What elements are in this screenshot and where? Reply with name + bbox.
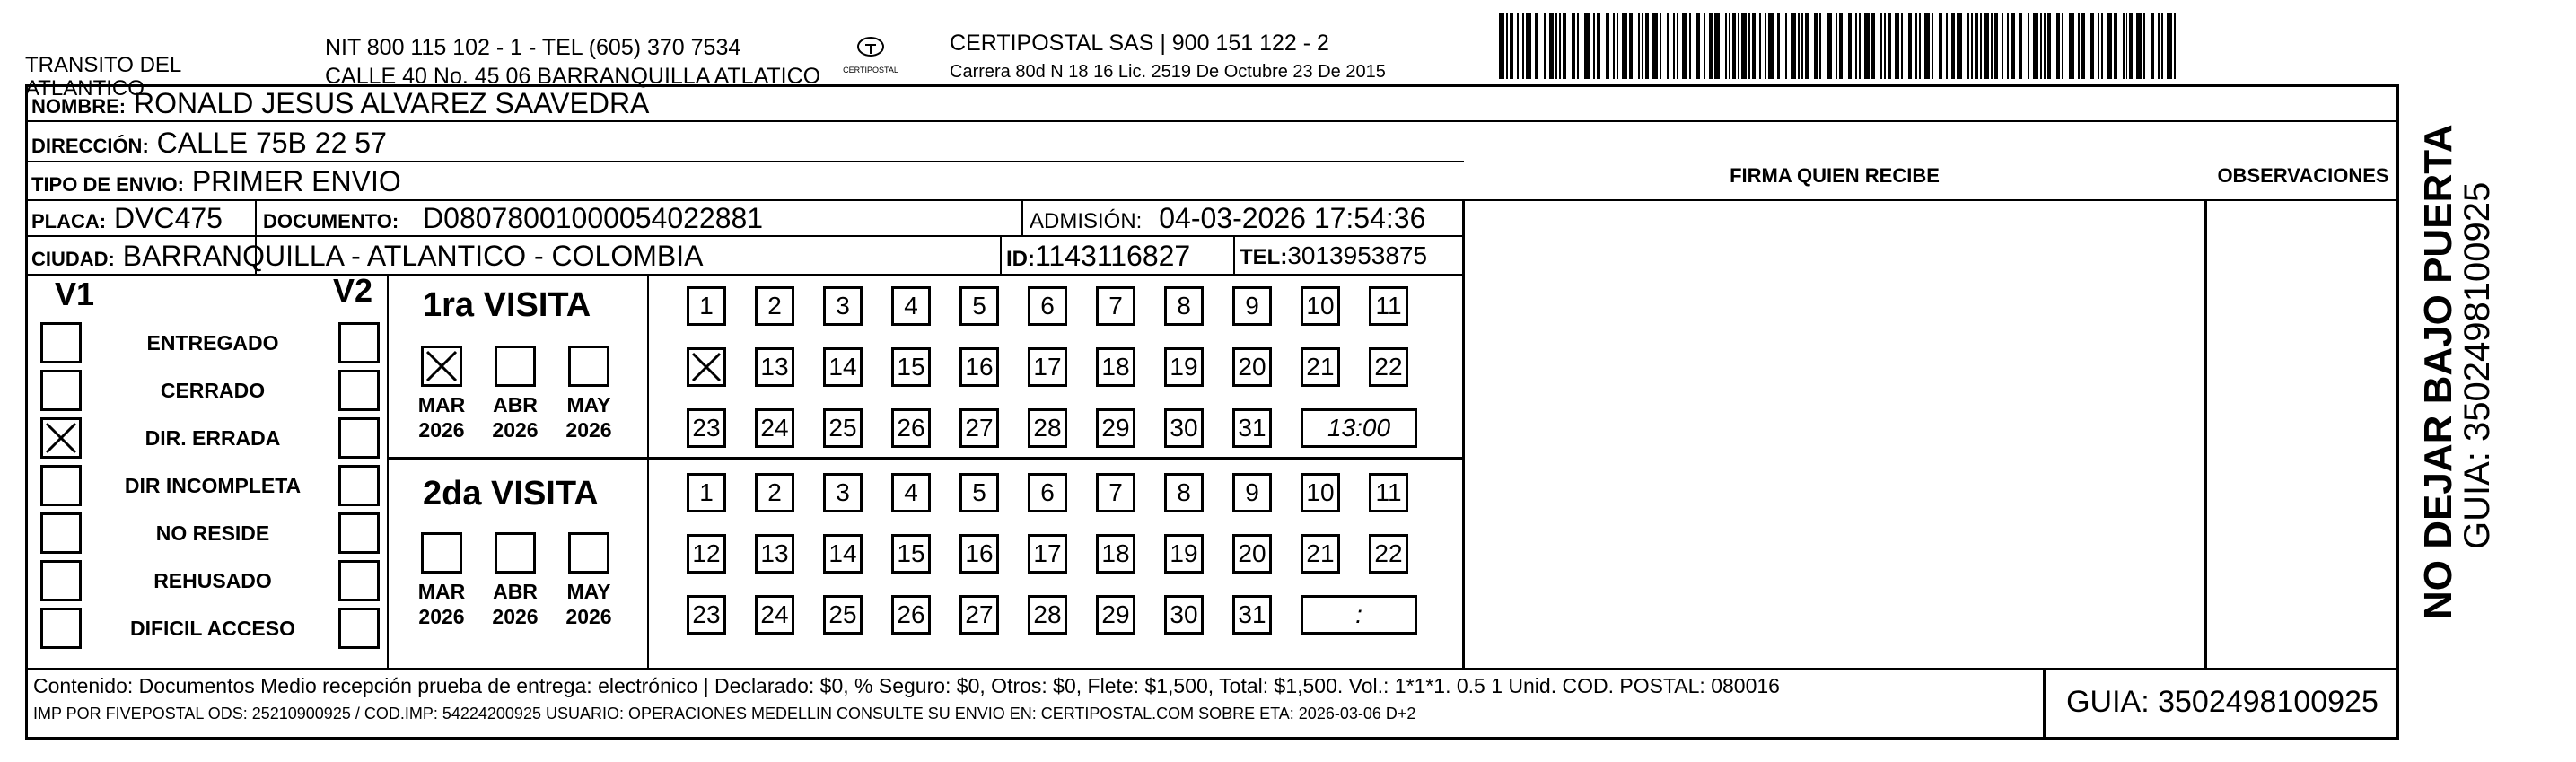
barcode-bar	[2033, 13, 2038, 79]
day-box[interactable]: 29	[1096, 595, 1135, 635]
placa-field	[31, 202, 223, 235]
direccion-value: CALLE 75B 22 57	[156, 127, 387, 159]
barcode-bar	[1967, 13, 1969, 79]
v1-checkbox[interactable]	[40, 370, 82, 411]
barcode-bar	[1932, 13, 1933, 79]
day-box[interactable]: 1	[687, 286, 726, 326]
month-name: MAY	[566, 393, 611, 416]
day-box[interactable]: 10	[1301, 473, 1340, 512]
imp-line: IMP POR FIVEPOSTAL ODS: 25210900925 / COD.IMP: 54224200925 USUARIO: OPERACIONES MEDELLIN CONSULTE SU ENVIO EN: CERTIPOSTAL.COM SOBRE ETA: 2026-03-06 D+2	[33, 705, 1416, 723]
v1-checkbox[interactable]	[40, 322, 82, 363]
tipo-label: TIPO DE ENVIO:	[31, 173, 184, 196]
barcode-bar	[1709, 13, 1713, 79]
barcode-bar	[1638, 13, 1640, 79]
observaciones-area[interactable]	[2207, 201, 2399, 668]
barcode-bar	[1814, 13, 1818, 79]
barcode-bar	[1752, 13, 1756, 79]
time-box[interactable]: :	[1301, 595, 1417, 635]
barcode-bar	[1629, 13, 1633, 79]
barcode-bar	[1848, 13, 1852, 79]
day-box[interactable]: 17	[1028, 347, 1067, 387]
barcode-bar	[1759, 13, 1761, 79]
barcode-bar	[1855, 13, 1857, 79]
barcode-bar	[2056, 13, 2060, 79]
status-label: DIFICIL ACCESO	[129, 617, 295, 640]
day-box[interactable]: 18	[1096, 534, 1135, 574]
barcode-bar	[1827, 13, 1832, 79]
barcode-bar	[1994, 13, 1998, 79]
barcode-bar	[1984, 13, 1989, 79]
barcode-bar	[1549, 13, 1555, 79]
day-box[interactable]: 8	[1164, 473, 1204, 512]
org-line1: TRANSITO DEL	[25, 53, 182, 77]
day-box[interactable]: 27	[959, 408, 999, 448]
day-box[interactable]: 28	[1028, 595, 1067, 635]
month-checkbox[interactable]	[568, 346, 609, 387]
barcode-bar	[2107, 13, 2112, 79]
barcode-bar	[1526, 13, 1531, 79]
month-name: MAY	[566, 580, 611, 603]
day-box[interactable]: 27	[959, 595, 999, 635]
day-box[interactable]: 4	[891, 473, 931, 512]
barcode-bar	[1859, 13, 1861, 79]
barcode-bar	[1919, 13, 1921, 79]
org-line2: ATLANTICO	[25, 76, 145, 101]
v2-checkbox[interactable]	[338, 465, 380, 506]
barcode-bar	[1741, 13, 1747, 79]
barcode-bar	[1939, 13, 1942, 79]
barcode-bar	[1871, 13, 1875, 79]
tel-label: TEL:	[1240, 245, 1288, 269]
barcode-bar	[2123, 13, 2125, 79]
day-box[interactable]: 26	[891, 408, 931, 448]
barcode-bar	[1864, 13, 1870, 79]
documento-value: D08078001000054022881	[423, 202, 764, 234]
org-contact	[325, 36, 820, 88]
day-box[interactable]	[687, 347, 726, 387]
barcode-bar	[1884, 13, 1886, 79]
barcode-bar	[1836, 13, 1837, 79]
day-box[interactable]: 4	[891, 286, 931, 326]
barcode-bar	[1975, 13, 1978, 79]
day-box[interactable]: 16	[959, 534, 999, 574]
documento-label: DOCUMENTO:	[263, 210, 399, 232]
barcode-bar	[1791, 13, 1796, 79]
day-box[interactable]: 18	[1096, 347, 1135, 387]
v2-checkbox[interactable]	[338, 608, 380, 649]
day-box[interactable]: 11	[1369, 286, 1408, 326]
day-box[interactable]: 14	[823, 347, 863, 387]
month-name: ABR	[493, 580, 538, 603]
v1-label: V1	[55, 276, 95, 312]
barcode-bar	[1946, 13, 1948, 79]
barcode-bar	[1777, 13, 1781, 79]
month-label	[557, 579, 620, 629]
barcode-bar	[1642, 13, 1643, 79]
month-label	[410, 392, 473, 442]
barcode-bar	[1880, 13, 1882, 79]
id-field	[1006, 240, 1190, 273]
month-name: MAR	[417, 393, 466, 416]
nombre-field	[31, 87, 649, 120]
day-box[interactable]: 21	[1301, 534, 1340, 574]
placa-label: PLACA:	[31, 210, 107, 232]
visit2-title: 2da VISITA	[423, 475, 599, 512]
barcode-bar	[2151, 13, 2154, 79]
ciudad-field	[31, 240, 703, 273]
firma-label: FIRMA QUIEN RECIBE	[1730, 164, 1940, 187]
id-value: 1143116827	[1035, 240, 1191, 272]
barcode-bar	[1901, 13, 1903, 79]
status-label: REHUSADO	[153, 569, 272, 592]
barcode-bar	[2167, 13, 2172, 79]
day-box[interactable]: 28	[1028, 408, 1067, 448]
month-label	[557, 392, 620, 442]
barcode-bar	[1510, 13, 1513, 79]
day-box[interactable]: 5	[959, 286, 999, 326]
day-box[interactable]: 30	[1164, 408, 1204, 448]
month-name: MAR	[417, 580, 466, 603]
v2-checkbox[interactable]	[338, 417, 380, 459]
barcode-bar	[1622, 13, 1627, 79]
month-checkbox[interactable]	[421, 346, 462, 387]
barcode-bar	[2011, 13, 2016, 79]
barcode-bar	[1563, 13, 1566, 79]
barcode-bar	[1768, 13, 1774, 79]
ciudad-label: CIUDAD:	[31, 248, 115, 270]
status-label: CERRADO	[160, 379, 266, 402]
month-label	[484, 392, 547, 442]
barcode-bar	[1971, 13, 1973, 79]
barcode	[1499, 13, 2181, 79]
v1-checkbox[interactable]	[40, 417, 82, 459]
day-box[interactable]: 30	[1164, 595, 1204, 635]
barcode-bar	[1677, 13, 1678, 79]
form	[25, 84, 2399, 740]
barcode-bar	[1584, 13, 1590, 79]
barcode-bar	[2174, 13, 2176, 79]
month-checkbox[interactable]	[568, 532, 609, 574]
barcode-bar	[2002, 13, 2003, 79]
nombre-value: RONALD JESUS ALVAREZ SAAVEDRA	[134, 87, 650, 119]
day-box[interactable]: 5	[959, 473, 999, 512]
barcode-bar	[2098, 13, 2099, 79]
day-box[interactable]: 8	[1164, 286, 1204, 326]
day-box[interactable]: 7	[1096, 473, 1135, 512]
barcode-bar	[2040, 13, 2042, 79]
day-box[interactable]: 23	[687, 408, 726, 448]
barcode-bar	[1957, 13, 1962, 79]
license-line: Carrera 80d N 18 16 Lic. 2519 De Octubre 23 De 2015	[950, 62, 1386, 82]
barcode-bar	[2114, 13, 2117, 79]
v1-checkbox[interactable]	[40, 608, 82, 649]
day-box[interactable]: 10	[1301, 286, 1340, 326]
tel-value: 3013953875	[1287, 241, 1428, 269]
day-box[interactable]: 21	[1301, 347, 1340, 387]
placa-value: DVC475	[114, 202, 223, 234]
barcode-bar	[1689, 13, 1691, 79]
barcode-bar	[1888, 13, 1891, 79]
day-box[interactable]: 17	[1028, 534, 1067, 574]
day-box[interactable]: 23	[687, 595, 726, 635]
day-box[interactable]: 19	[1164, 534, 1204, 574]
barcode-bar	[1645, 13, 1649, 79]
barcode-bar	[2028, 13, 2029, 79]
barcode-bar	[1652, 13, 1658, 79]
month-year: 2026	[418, 605, 465, 628]
day-box[interactable]: 3	[823, 473, 863, 512]
status-label: ENTREGADO	[146, 331, 279, 355]
month-year: 2026	[492, 605, 539, 628]
month-name: ABR	[493, 393, 538, 416]
admision-label: ADMISIÓN:	[1030, 209, 1143, 233]
barcode-bar	[1748, 13, 1750, 79]
logo-icon	[854, 36, 887, 61]
barcode-bar	[1732, 13, 1736, 79]
barcode-bar	[1606, 13, 1609, 79]
visit1-title: 1ra VISITA	[423, 286, 591, 324]
day-box[interactable]: 22	[1369, 347, 1408, 387]
barcode-bar	[1597, 13, 1600, 79]
barcode-bar	[1895, 13, 1900, 79]
documento-field	[263, 202, 763, 235]
day-box[interactable]: 6	[1028, 473, 1067, 512]
barcode-bar	[2161, 13, 2163, 79]
direccion-field	[31, 127, 387, 160]
contenido-line: Contenido: Documentos Medio recepción prueba de entrega: electrónico | Declarado: $0, % Seguro: $0, Otros: $0, Flete: $1,500, Total: $1,500. Vol.: 1*1*1. 0.5 1 Unid. COD. POSTAL: 080016	[33, 674, 1780, 697]
company-line: CERTIPOSTAL SAS | 900 151 122 - 2	[950, 31, 1329, 56]
barcode-bar	[1738, 13, 1739, 79]
day-box[interactable]: 31	[1232, 595, 1272, 635]
no-dejar-bajo-puerta: NO DEJAR BAJO PUERTA	[2416, 124, 2460, 619]
day-box[interactable]: 20	[1232, 534, 1272, 574]
day-box[interactable]: 15	[891, 534, 931, 574]
barcode-bar	[1819, 13, 1821, 79]
status-label: NO RESIDE	[155, 521, 270, 545]
nombre-label: NOMBRE:	[31, 95, 127, 118]
day-box[interactable]: 29	[1096, 408, 1135, 448]
barcode-bar	[2062, 13, 2063, 79]
day-box[interactable]: 14	[823, 534, 863, 574]
ciudad-value: BARRANQUILLA - ATLANTICO - COLOMBIA	[122, 240, 704, 272]
side-guia: GUIA: 3502498100925	[2458, 181, 2497, 549]
certipostal-logo	[830, 36, 911, 74]
day-box[interactable]: 2	[755, 286, 794, 326]
barcode-bar	[1682, 13, 1687, 79]
day-box[interactable]: 1	[687, 473, 726, 512]
barcode-bar	[1798, 13, 1800, 79]
v2-checkbox[interactable]	[338, 370, 380, 411]
barcode-bar	[1704, 13, 1705, 79]
barcode-bar	[2019, 13, 2022, 79]
barcode-bar	[1522, 13, 1524, 79]
barcode-bar	[1765, 13, 1766, 79]
v2-checkbox[interactable]	[338, 560, 380, 601]
day-box[interactable]: 12	[687, 534, 726, 574]
day-box[interactable]: 24	[755, 408, 794, 448]
v1-checkbox[interactable]	[40, 465, 82, 506]
tipo-envio-field	[31, 165, 401, 198]
day-box[interactable]: 25	[823, 408, 863, 448]
address-line: CALLE 40 No. 45 06 BARRANQUILLA ATLATICO	[325, 64, 821, 89]
day-box[interactable]: 25	[823, 595, 863, 635]
day-box[interactable]: 16	[959, 347, 999, 387]
v1-checkbox[interactable]	[40, 560, 82, 601]
logo-text: CERTIPOSTAL	[843, 66, 898, 74]
barcode-bar	[1559, 13, 1561, 79]
v2-checkbox[interactable]	[338, 322, 380, 363]
barcode-bar	[1517, 13, 1519, 79]
x-mark-icon	[424, 348, 460, 384]
day-box[interactable]: 13	[755, 347, 794, 387]
day-box[interactable]: 9	[1232, 286, 1272, 326]
barcode-bar	[1915, 13, 1917, 79]
day-box[interactable]: 13	[755, 534, 794, 574]
v2-checkbox[interactable]	[338, 512, 380, 554]
day-box[interactable]: 22	[1369, 534, 1408, 574]
day-box[interactable]: 19	[1164, 347, 1204, 387]
day-box[interactable]: 6	[1028, 286, 1067, 326]
barcode-bar	[2007, 13, 2009, 79]
barcode-bar	[1785, 13, 1787, 79]
barcode-bar	[1980, 13, 1982, 79]
barcode-bar	[2129, 13, 2133, 79]
tel-field	[1240, 241, 1427, 270]
barcode-bar	[1991, 13, 1993, 79]
x-mark-icon	[43, 420, 79, 456]
barcode-bar	[1725, 13, 1727, 79]
barcode-bar	[1544, 13, 1546, 79]
company-info	[950, 31, 1386, 83]
month-checkbox[interactable]	[495, 532, 536, 574]
footer-guia: GUIA: 3502498100925	[2066, 685, 2379, 719]
month-year: 2026	[565, 605, 612, 628]
barcode-bar	[1506, 13, 1508, 79]
barcode-bar	[1617, 13, 1618, 79]
id-label: ID:	[1006, 247, 1035, 271]
month-label	[484, 579, 547, 629]
barcode-bar	[1535, 13, 1538, 79]
v1-checkbox[interactable]	[40, 512, 82, 554]
barcode-bar	[1696, 13, 1700, 79]
barcode-bar	[1555, 13, 1557, 79]
tipo-value: PRIMER ENVIO	[191, 165, 401, 197]
barcode-bar	[1499, 13, 1504, 79]
barcode-bar	[1577, 13, 1579, 79]
barcode-bar	[1801, 13, 1803, 79]
barcode-bar	[1729, 13, 1730, 79]
day-box[interactable]: 7	[1096, 286, 1135, 326]
barcode-bar	[1593, 13, 1595, 79]
status-label: DIR. ERRADA	[145, 426, 281, 450]
barcode-bar	[1660, 13, 1661, 79]
v2-label: V2	[333, 272, 373, 309]
month-year: 2026	[565, 418, 612, 442]
month-label	[410, 579, 473, 629]
day-box[interactable]: 3	[823, 286, 863, 326]
day-box[interactable]: 31	[1232, 408, 1272, 448]
barcode-bar	[2047, 13, 2051, 79]
barcode-bar	[1951, 13, 1955, 79]
barcode-bar	[1924, 13, 1930, 79]
firma-area[interactable]	[1465, 201, 2204, 668]
barcode-bar	[2078, 13, 2080, 79]
admision-value: 04-03-2026 17:54:36	[1159, 202, 1426, 234]
barcode-bar	[2081, 13, 2085, 79]
barcode-bar	[2143, 13, 2145, 79]
time-box[interactable]: 13:00	[1301, 408, 1417, 448]
direccion-label: DIRECCIÓN:	[31, 135, 149, 157]
month-year: 2026	[418, 418, 465, 442]
admision-field	[1030, 202, 1425, 235]
day-box[interactable]: 24	[755, 595, 794, 635]
month-year: 2026	[492, 418, 539, 442]
barcode-bar	[1908, 13, 1912, 79]
barcode-bar	[2090, 13, 2094, 79]
barcode-bar	[1613, 13, 1615, 79]
barcode-bar	[2158, 13, 2160, 79]
day-box[interactable]: 9	[1232, 473, 1272, 512]
barcode-bar	[2136, 13, 2142, 79]
barcode-bar	[1673, 13, 1675, 79]
day-box[interactable]: 2	[755, 473, 794, 512]
barcode-bar	[2101, 13, 2103, 79]
barcode-bar	[1714, 13, 1720, 79]
day-box[interactable]: 15	[891, 347, 931, 387]
day-box[interactable]: 26	[891, 595, 931, 635]
barcode-bar	[1805, 13, 1809, 79]
barcode-bar	[1572, 13, 1575, 79]
day-box[interactable]: 11	[1369, 473, 1408, 512]
barcode-bar	[1667, 13, 1670, 79]
barcode-bar	[1839, 13, 1843, 79]
month-checkbox[interactable]	[495, 346, 536, 387]
month-checkbox[interactable]	[421, 532, 462, 574]
x-mark-icon	[689, 350, 723, 384]
barcode-bar	[2126, 13, 2128, 79]
day-box[interactable]: 20	[1232, 347, 1272, 387]
nit-line: NIT 800 115 102 - 1 - TEL (605) 370 7534	[325, 35, 741, 60]
observaciones-label: OBSERVACIONES	[2217, 164, 2389, 187]
barcode-bar	[2044, 13, 2046, 79]
status-label: DIR INCOMPLETA	[124, 474, 302, 497]
barcode-bar	[2069, 13, 2074, 79]
